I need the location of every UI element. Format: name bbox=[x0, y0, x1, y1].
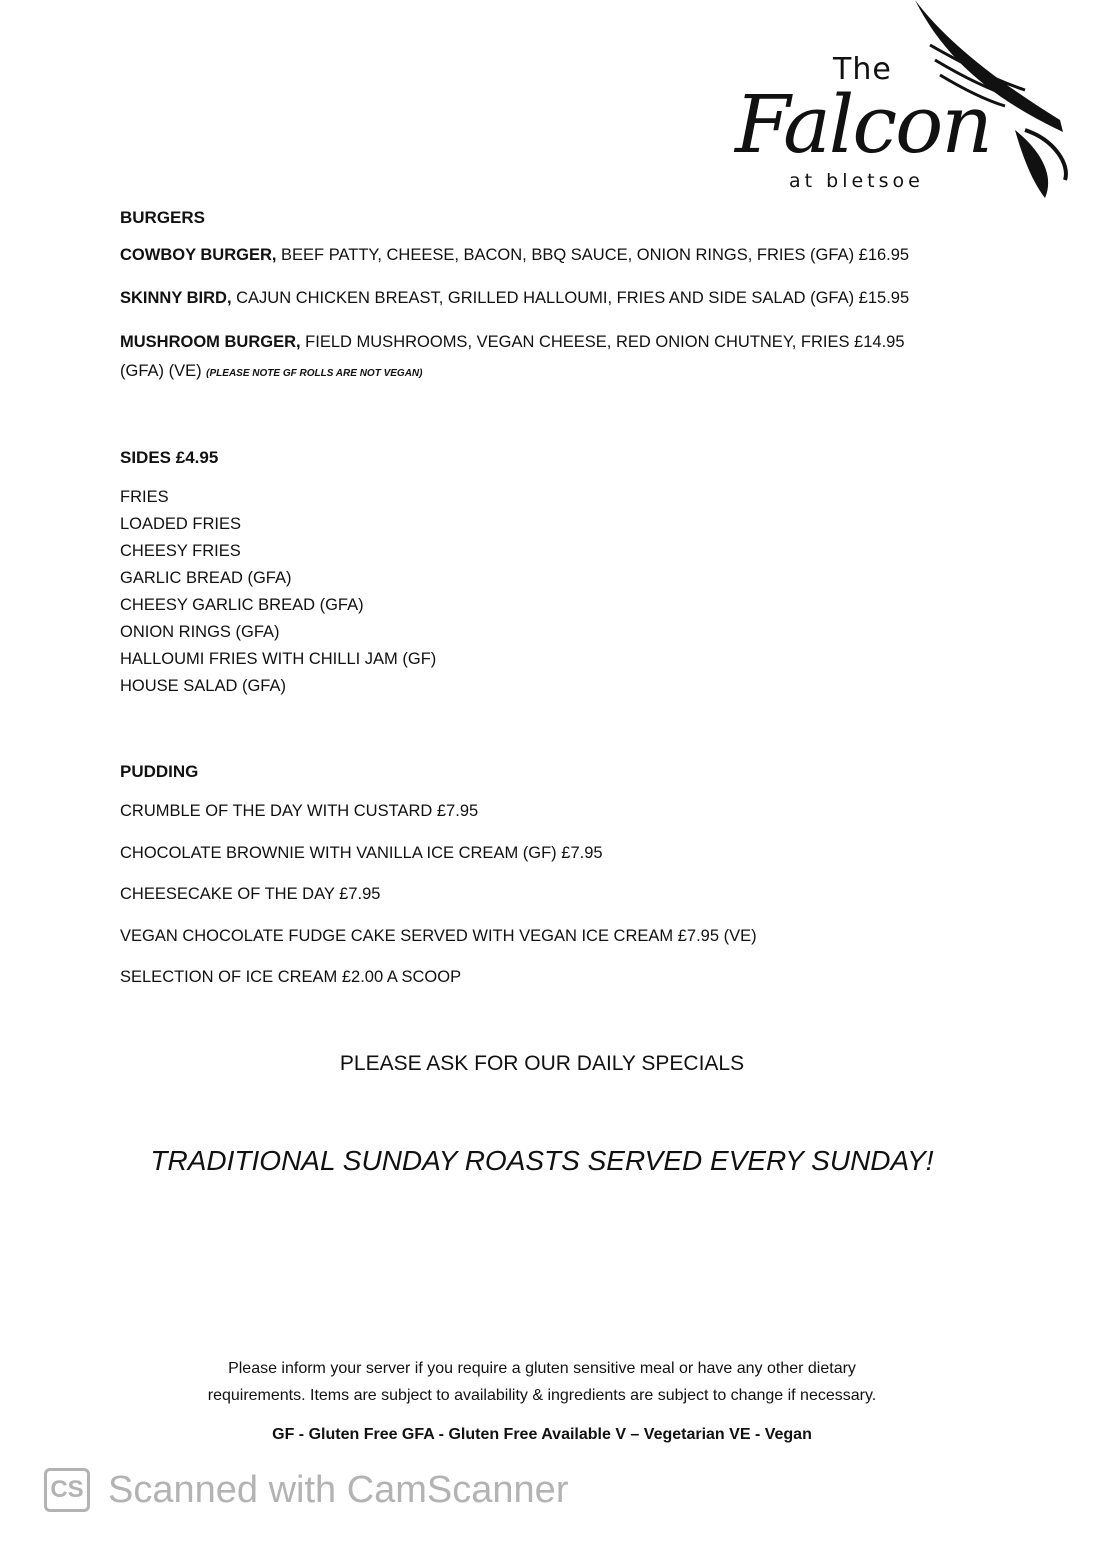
menu-item-continued bbox=[120, 362, 422, 381]
list-item: LOADED FRIES bbox=[120, 515, 242, 533]
item-desc: BEEF PATTY, CHEESE, BACON, BBQ SAUCE, ONION RINGS, FRIES (GFA) £16.95 bbox=[276, 246, 910, 264]
footer-line-2: requirements. Items are subject to availability & ingredients are subject to change if necessary. bbox=[207, 1387, 877, 1404]
logo-name: Falcon bbox=[735, 78, 991, 171]
item-note: (PLEASE NOTE GF ROLLS ARE NOT VEGAN) bbox=[206, 368, 423, 379]
pudding-section bbox=[120, 762, 757, 986]
list-item: FRIES bbox=[120, 488, 169, 506]
daily-specials-note: PLEASE ASK FOR OUR DAILY SPECIALS bbox=[339, 1052, 745, 1075]
pudding-title: PUDDING bbox=[120, 762, 199, 781]
burgers-section bbox=[120, 208, 910, 380]
list-item: CHOCOLATE BROWNIE WITH VANILLA ICE CREAM (GF) £7.95 bbox=[120, 844, 603, 862]
sides-section bbox=[120, 448, 437, 695]
logo-tagline: at bletsoe bbox=[789, 170, 924, 192]
list-item: CHEESY FRIES bbox=[120, 542, 241, 560]
list-item: CHEESY GARLIC BREAD (GFA) bbox=[120, 596, 364, 614]
item-desc: FIELD MUSHROOMS, VEGAN CHEESE, RED ONION CHUTNEY, FRIES £14.95 bbox=[300, 333, 905, 351]
watermark-text: Scanned with CamScanner bbox=[108, 1468, 569, 1511]
item-name: MUSHROOM BURGER, bbox=[120, 333, 301, 351]
list-item: HALLOUMI FRIES WITH CHILLI JAM (GF) bbox=[120, 650, 437, 668]
dietary-footer bbox=[0, 1355, 1084, 1409]
menu-item bbox=[120, 289, 909, 308]
camscanner-logo-icon: CS bbox=[44, 1468, 90, 1512]
list-item: HOUSE SALAD (GFA) bbox=[120, 677, 286, 695]
footer-line-1: Please inform your server if you require a gluten sensitive meal or have any other dietary bbox=[228, 1360, 856, 1377]
item-name: SKINNY BIRD, bbox=[120, 289, 232, 307]
item-name: COWBOY BURGER, bbox=[120, 246, 277, 264]
list-item: CRUMBLE OF THE DAY WITH CUSTARD £7.95 bbox=[120, 802, 479, 820]
list-item: CHEESECAKE OF THE DAY £7.95 bbox=[120, 885, 381, 903]
list-item: GARLIC BREAD (GFA) bbox=[120, 569, 292, 587]
sunday-roasts-banner: TRADITIONAL SUNDAY ROASTS SERVED EVERY SUNDAY! bbox=[150, 1145, 934, 1176]
list-item: SELECTION OF ICE CREAM £2.00 A SCOOP bbox=[120, 968, 462, 986]
menu-item bbox=[120, 246, 909, 265]
list-item: VEGAN CHOCOLATE FUDGE CAKE SERVED WITH VEGAN ICE CREAM £7.95 (VE) bbox=[120, 927, 757, 945]
menu-item bbox=[120, 333, 905, 352]
restaurant-logo bbox=[725, 0, 1085, 205]
sides-title: SIDES £4.95 bbox=[120, 448, 219, 467]
camscanner-watermark bbox=[44, 1465, 568, 1515]
item-desc: CAJUN CHICKEN BREAST, GRILLED HALLOUMI, FRIES AND SIDE SALAD (GFA) £15.95 bbox=[231, 289, 910, 307]
logo-the: The bbox=[833, 52, 892, 87]
burgers-title: BURGERS bbox=[120, 208, 206, 227]
item-desc-2: (GFA) (VE) bbox=[120, 362, 207, 380]
dietary-key: GF - Gluten Free GFA - Gluten Free Available V – Vegetarian VE - Vegan bbox=[272, 1426, 812, 1443]
list-item: ONION RINGS (GFA) bbox=[120, 623, 280, 641]
